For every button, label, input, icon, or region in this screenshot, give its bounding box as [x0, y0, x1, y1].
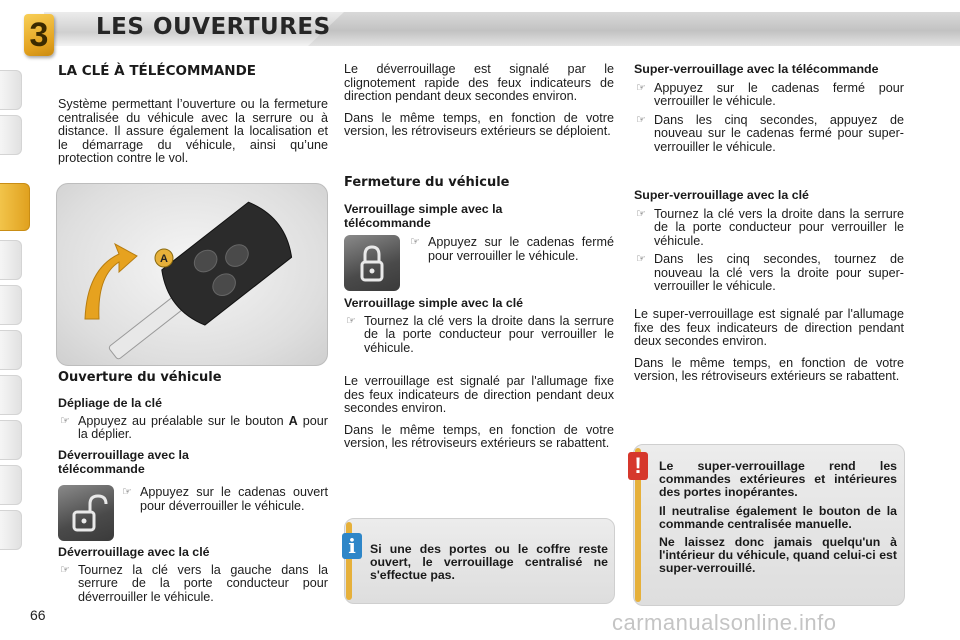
unlock-key-section — [58, 546, 328, 604]
chapter-tab-2[interactable] — [0, 115, 22, 155]
unlock-key-text: Tournez la clé vers la gauche dans la serrure de la porte conducteur pour déverrouiller le véhicule. — [78, 562, 328, 604]
super-remote-title: Super-verrouillage avec la télécommande — [634, 62, 879, 76]
unlock-remote-bullet — [120, 486, 328, 513]
super-remote-bullet-1 — [634, 82, 904, 109]
intro-paragraph — [58, 98, 328, 174]
pointer-icon: ☞ — [122, 486, 132, 498]
mirrors-unfold-text: Dans le même temps, en fonction de votre version, les rétroviseurs extérieurs se déploient. — [344, 110, 614, 139]
unlock-signal-block — [344, 63, 614, 147]
lock-signal-block — [344, 375, 614, 459]
pointer-icon: ☞ — [410, 236, 420, 248]
warning-icon: ! — [628, 452, 648, 480]
super-remote-b1-text: Appuyez sur le cadenas fermé pour verrouiller le véhicule. — [654, 80, 904, 109]
page-header — [0, 0, 960, 56]
rotate-arrow-icon — [85, 244, 137, 319]
unlock-signal-text: Le déverrouillage est signalé par le clignotement rapide des feux indicateurs de direction pendant deux secondes environ. — [344, 62, 614, 104]
super-remote-b2-text: Dans les cinq secondes, appuyez de nouveau sur le cadenas fermé pour super-verrouiller le véhicule. — [654, 112, 904, 154]
opening-title: Ouverture du véhicule — [58, 370, 222, 385]
info-icon: i — [342, 533, 362, 559]
unfold-title: Dépliage de la clé — [58, 396, 162, 410]
page-number: 66 — [30, 607, 46, 623]
super-key-title: Super-verrouillage avec la clé — [634, 188, 809, 202]
lock-remote-bullet-wrap — [408, 236, 614, 263]
unlock-key-bullet — [58, 564, 328, 605]
watermark: carmanualsonline.info — [612, 610, 837, 635]
unfold-section — [58, 397, 328, 442]
lock-key-text: Tournez la clé vers la droite dans la serrure de la porte conducteur pour verrouiller le véhicule. — [364, 313, 614, 355]
chapter-tab-10[interactable] — [0, 510, 22, 550]
mirrors-fold-text: Dans le même temps, en fonction de votre version, les rétroviseurs extérieurs se rabattent. — [344, 422, 614, 451]
warning-p3: Ne laissez donc jamais quelqu'un à l'intérieur du véhicule, quand celui-ci est super-verrouillé. — [659, 535, 897, 576]
section-title-remote-key: LA CLÉ À TÉLÉCOMMANDE — [58, 63, 257, 79]
pointer-icon: ☞ — [636, 81, 646, 94]
super-key-bullet-2 — [634, 253, 904, 294]
chapter-tab-6[interactable] — [0, 330, 22, 370]
page-title: LES OUVERTURES — [96, 14, 331, 40]
super-remote-section — [634, 63, 904, 154]
unlock-key-title: Déverrouillage avec la clé — [58, 545, 210, 559]
unfold-text2: pour la déplier. — [78, 413, 329, 442]
key-drawing — [57, 184, 328, 366]
pointer-icon: ☞ — [60, 414, 70, 427]
unlock-remote-section — [58, 449, 228, 476]
pointer-icon: ☞ — [346, 314, 356, 327]
super-key-b2-text: Dans les cinq secondes, tournez de nouveau la clé vers la droite pour super-verrouiller le véhicule. — [654, 252, 904, 294]
info-note-text: Si une des portes ou le coffre reste ouvert, le verrouillage centralisé ne s'effectue pas. — [370, 542, 608, 583]
super-signal-text: Le super-verrouillage est signalé par l'allumage fixe des feux indicateurs de direction pendant deux secondes environ. — [634, 307, 904, 349]
warning-note-text — [659, 460, 897, 581]
closing-title: Fermeture du véhicule — [344, 175, 510, 190]
pointer-icon: ☞ — [60, 563, 70, 576]
super-remote-bullet-2 — [634, 114, 904, 155]
intro-text: Système permettant l’ouverture ou la fermeture centralisée du véhicule avec la serrure ou à distance. Il assure également la localisation et le démarrage du véhicule, ainsi qu’une protection contre le vol. — [58, 97, 328, 166]
locked-padlock-icon — [344, 235, 400, 291]
chapter-tab-1[interactable] — [0, 70, 22, 110]
unfold-key: A — [288, 413, 298, 428]
unfold-bullet — [58, 415, 328, 442]
unlock-remote-text: Appuyez sur le cadenas ouvert pour déverrouiller le véhicule. — [140, 485, 328, 513]
warning-p2: Il neutralise également le bouton de la commande centralisée manuelle. — [659, 503, 897, 531]
chapter-badge: 3 — [24, 14, 54, 56]
lock-remote-title: Verrouillage simple avec la télécommande — [344, 202, 503, 230]
pointer-icon: ☞ — [636, 113, 646, 126]
chapter-tab-4[interactable] — [0, 240, 22, 280]
lock-remote-text: Appuyez sur le cadenas fermé pour verrouiller le véhicule. — [428, 235, 614, 263]
unlock-remote-bullet-wrap — [120, 486, 328, 513]
chapter-tab-5[interactable] — [0, 285, 22, 325]
unlock-remote-title: Déverrouillage avec la télécommande — [58, 448, 189, 476]
chapter-tab-8[interactable] — [0, 420, 22, 460]
lock-remote-section — [344, 203, 544, 230]
pointer-icon: ☞ — [636, 253, 646, 266]
unfold-text: Appuyez au préalable sur le bouton — [78, 413, 284, 428]
chapter-tab-9[interactable] — [0, 465, 22, 505]
super-mirrors-text: Dans le même temps, en fonction de votre version, les rétroviseurs extérieurs se rabattent. — [634, 355, 904, 384]
pointer-icon: ☞ — [636, 207, 646, 220]
super-key-section — [634, 189, 904, 294]
super-key-bullet-1 — [634, 208, 904, 249]
super-key-b1-text: Tournez la clé vers la droite dans la serrure de la porte conducteur pour verrouiller le véhicule. — [654, 206, 904, 248]
lock-key-title: Verrouillage simple avec la clé — [344, 296, 524, 310]
key-illustration — [56, 183, 328, 366]
chapter-tab-3-active[interactable] — [0, 183, 30, 231]
chapter-tab-7[interactable] — [0, 375, 22, 415]
button-a-label: A — [160, 253, 168, 265]
super-signal-block — [634, 308, 904, 392]
lock-remote-bullet — [408, 236, 614, 263]
lock-signal-text: Le verrouillage est signalé par l'allumage fixe des feux indicateurs de direction pendant deux secondes environ. — [344, 374, 614, 416]
unlocked-padlock-icon — [58, 485, 114, 541]
lock-key-section — [344, 297, 614, 355]
warning-p1: Le super-verrouillage rend les commandes extérieures et intérieures des portes inopérantes. — [659, 459, 897, 500]
lock-key-bullet — [344, 315, 614, 356]
